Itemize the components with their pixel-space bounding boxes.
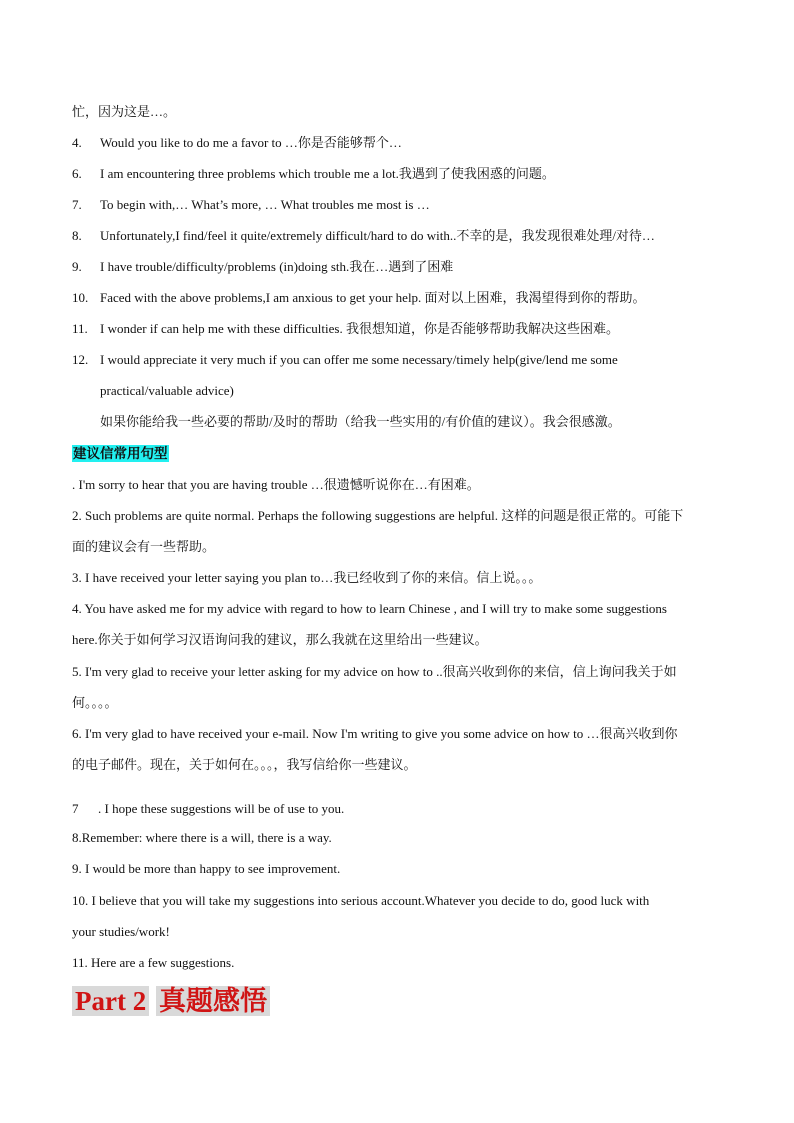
- text-line: here.你关于如何学习汉语询问我的建议，那么我就在这里给出一些建议。: [72, 632, 488, 647]
- item-text: I have trouble/difficulty/problems (in)doing sth.我在…遇到了困难: [100, 259, 454, 274]
- text-line: 9. I would be more than happy to see improvement.: [72, 861, 341, 876]
- text-line: 忙，因为这是…。: [72, 104, 177, 119]
- list-item: [72, 133, 722, 153]
- text-line: 4. You have asked me for my advice with regard to how to learn Chinese , and I will try to make some suggestions: [72, 601, 667, 616]
- part-heading: [72, 984, 270, 1018]
- text-line: practical/valuable advice): [100, 383, 234, 398]
- item-text: Would you like to do me a favor to …你是否能够帮个…: [100, 135, 402, 150]
- section-title: 建议信常用句型: [73, 446, 168, 461]
- part-label: Part 2: [72, 986, 149, 1016]
- item-number: 11.: [72, 321, 88, 336]
- text-line: 如果你能给我一些必要的帮助/及时的帮助（给我一些实用的/有价值的建议）。我会很感激。: [100, 414, 621, 429]
- text-line: 10. I believe that you will take my suggestions into serious account.Whatever you decide to do, good luck with: [72, 893, 650, 908]
- text-line: 7 . I hope these suggestions will be of use to you.: [72, 801, 345, 816]
- text-line: 5. I'm very glad to receive your letter asking for my advice on how to ..很高兴收到你的来信，信上询问我关于如: [72, 664, 677, 679]
- text-line: 6. I'm very glad to have received your e-mail. Now I'm writing to give you some advice on how to …很高兴收到你: [72, 726, 678, 741]
- item-text: Unfortunately,I find/feel it quite/extremely difficult/hard to do with..不幸的是，我发现很难处理/对待…: [100, 228, 655, 243]
- list-item: [72, 226, 722, 246]
- part-title: 真题感悟: [156, 986, 270, 1016]
- item-number: 6.: [72, 166, 82, 181]
- item-number: 10.: [72, 290, 89, 305]
- item-number: 4.: [72, 135, 82, 150]
- text-line: 8.Remember: where there is a will, there is a way.: [72, 830, 332, 845]
- item-number: 7.: [72, 197, 82, 212]
- list-item: [72, 350, 722, 370]
- item-text: To begin with,… What’s more, … What troubles me most is …: [100, 197, 430, 212]
- text-line: 11. Here are a few suggestions.: [72, 955, 235, 970]
- item-number: 12.: [72, 352, 89, 367]
- item-text: Faced with the above problems,I am anxious to get your help. 面对以上困难，我渴望得到你的帮助。: [100, 290, 646, 305]
- list-item: [72, 319, 722, 339]
- item-number: 8.: [72, 228, 82, 243]
- list-item: [72, 164, 722, 184]
- item-text: I am encountering three problems which trouble me a lot.我遇到了使我困惑的问题。: [100, 166, 555, 181]
- list-item: [72, 257, 722, 277]
- item-text: I wonder if can help me with these difficulties. 我很想知道，你是否能够帮助我解决这些困难。: [100, 321, 619, 336]
- text-line: 何。。。。: [72, 695, 118, 710]
- list-item: [72, 195, 722, 215]
- section-heading: [72, 444, 722, 464]
- text-line: your studies/work!: [72, 924, 170, 939]
- list-item: [72, 288, 722, 308]
- text-line: . I'm sorry to hear that you are having trouble …很遗憾听说你在…有困难。: [72, 477, 480, 492]
- text-line: 3. I have received your letter saying you plan to…我已经收到了你的来信。信上说。。。: [72, 570, 542, 585]
- text-line: 面的建议会有一些帮助。: [72, 539, 216, 554]
- item-number: 9.: [72, 259, 82, 274]
- item-text: I would appreciate it very much if you can offer me some necessary/timely help(give/lend me some: [100, 352, 618, 367]
- text-line: 2. Such problems are quite normal. Perhaps the following suggestions are helpful. 这样的问题是很正常的。可能下: [72, 508, 684, 523]
- text-line: 的电子邮件。现在，关于如何在。。。，我写信给你一些建议。: [72, 757, 417, 772]
